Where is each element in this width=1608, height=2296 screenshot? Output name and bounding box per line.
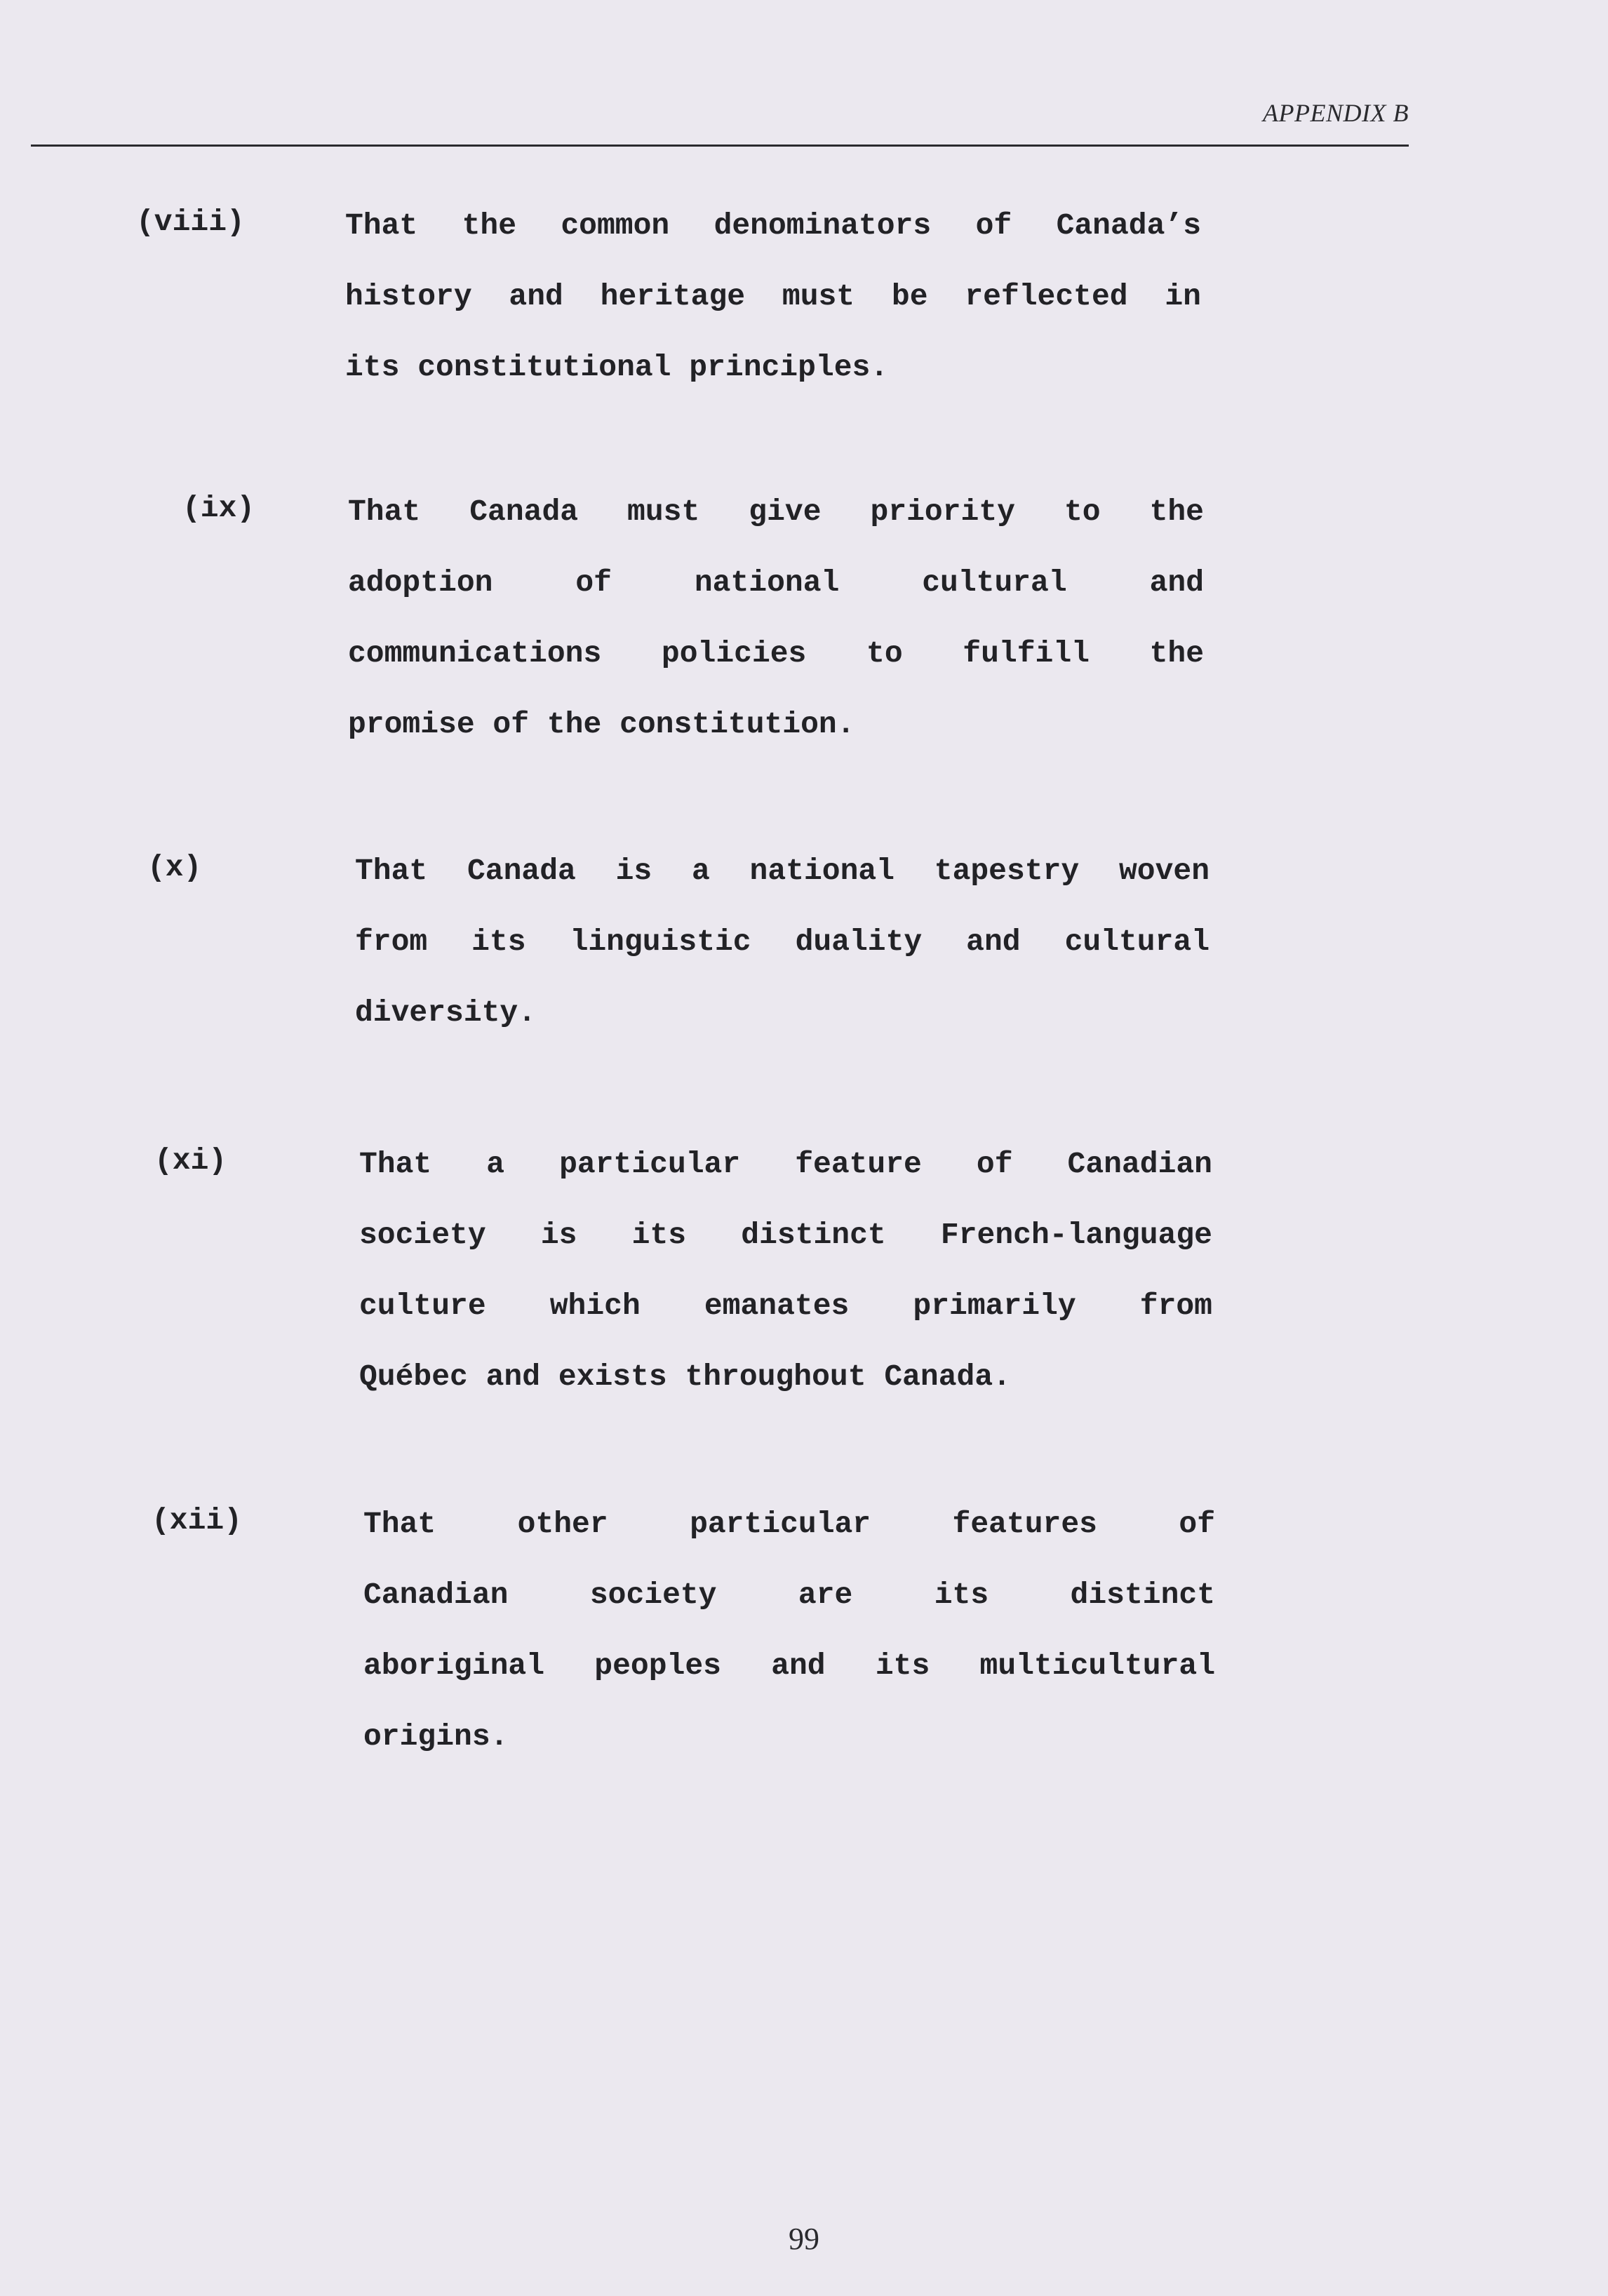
page-number: 99 [789, 2222, 819, 2256]
item-line: society is its distinct French-language [359, 1218, 1212, 1252]
appendix-label: APPENDIX B [1263, 99, 1409, 127]
item-number: (ix) [182, 491, 255, 525]
item-number: (xii) [152, 1503, 243, 1538]
item-text [359, 1143, 1212, 1427]
item-line: That the common denominators of Canada’s [345, 208, 1201, 243]
item-line: Canadian society are its distinct [363, 1578, 1215, 1612]
item-line: diversity. [355, 995, 537, 1030]
item-line: Québec and exists throughout Canada. [359, 1360, 1011, 1394]
item-line: origins. [363, 1719, 509, 1754]
item-line: its constitutional principles. [345, 350, 889, 384]
item-line: aboriginal peoples and its multicultural [363, 1649, 1215, 1683]
item-number: (viii) [136, 205, 245, 239]
item-text [348, 491, 1204, 774]
item-text [345, 205, 1201, 417]
item-line: That other particular features of [363, 1507, 1215, 1541]
item-line: culture which emanates primarily from [359, 1289, 1212, 1323]
item-number: (xi) [154, 1143, 227, 1178]
item-text [355, 850, 1210, 1063]
item-line: adoption of national cultural and [348, 565, 1204, 600]
item-line: history and heritage must be reflected in [345, 279, 1201, 314]
item-line: from its linguistic duality and cultural [355, 925, 1210, 959]
item-line: That Canada must give priority to the [348, 495, 1204, 529]
item-line: That a particular feature of Canadian [359, 1147, 1212, 1181]
page-header [31, 98, 1409, 147]
item-line: communications policies to fulfill the [348, 636, 1204, 671]
item-line: promise of the constitution. [348, 707, 855, 741]
item-line: That Canada is a national tapestry woven [355, 854, 1210, 888]
item-text [363, 1503, 1215, 1787]
item-number: (x) [147, 850, 202, 885]
